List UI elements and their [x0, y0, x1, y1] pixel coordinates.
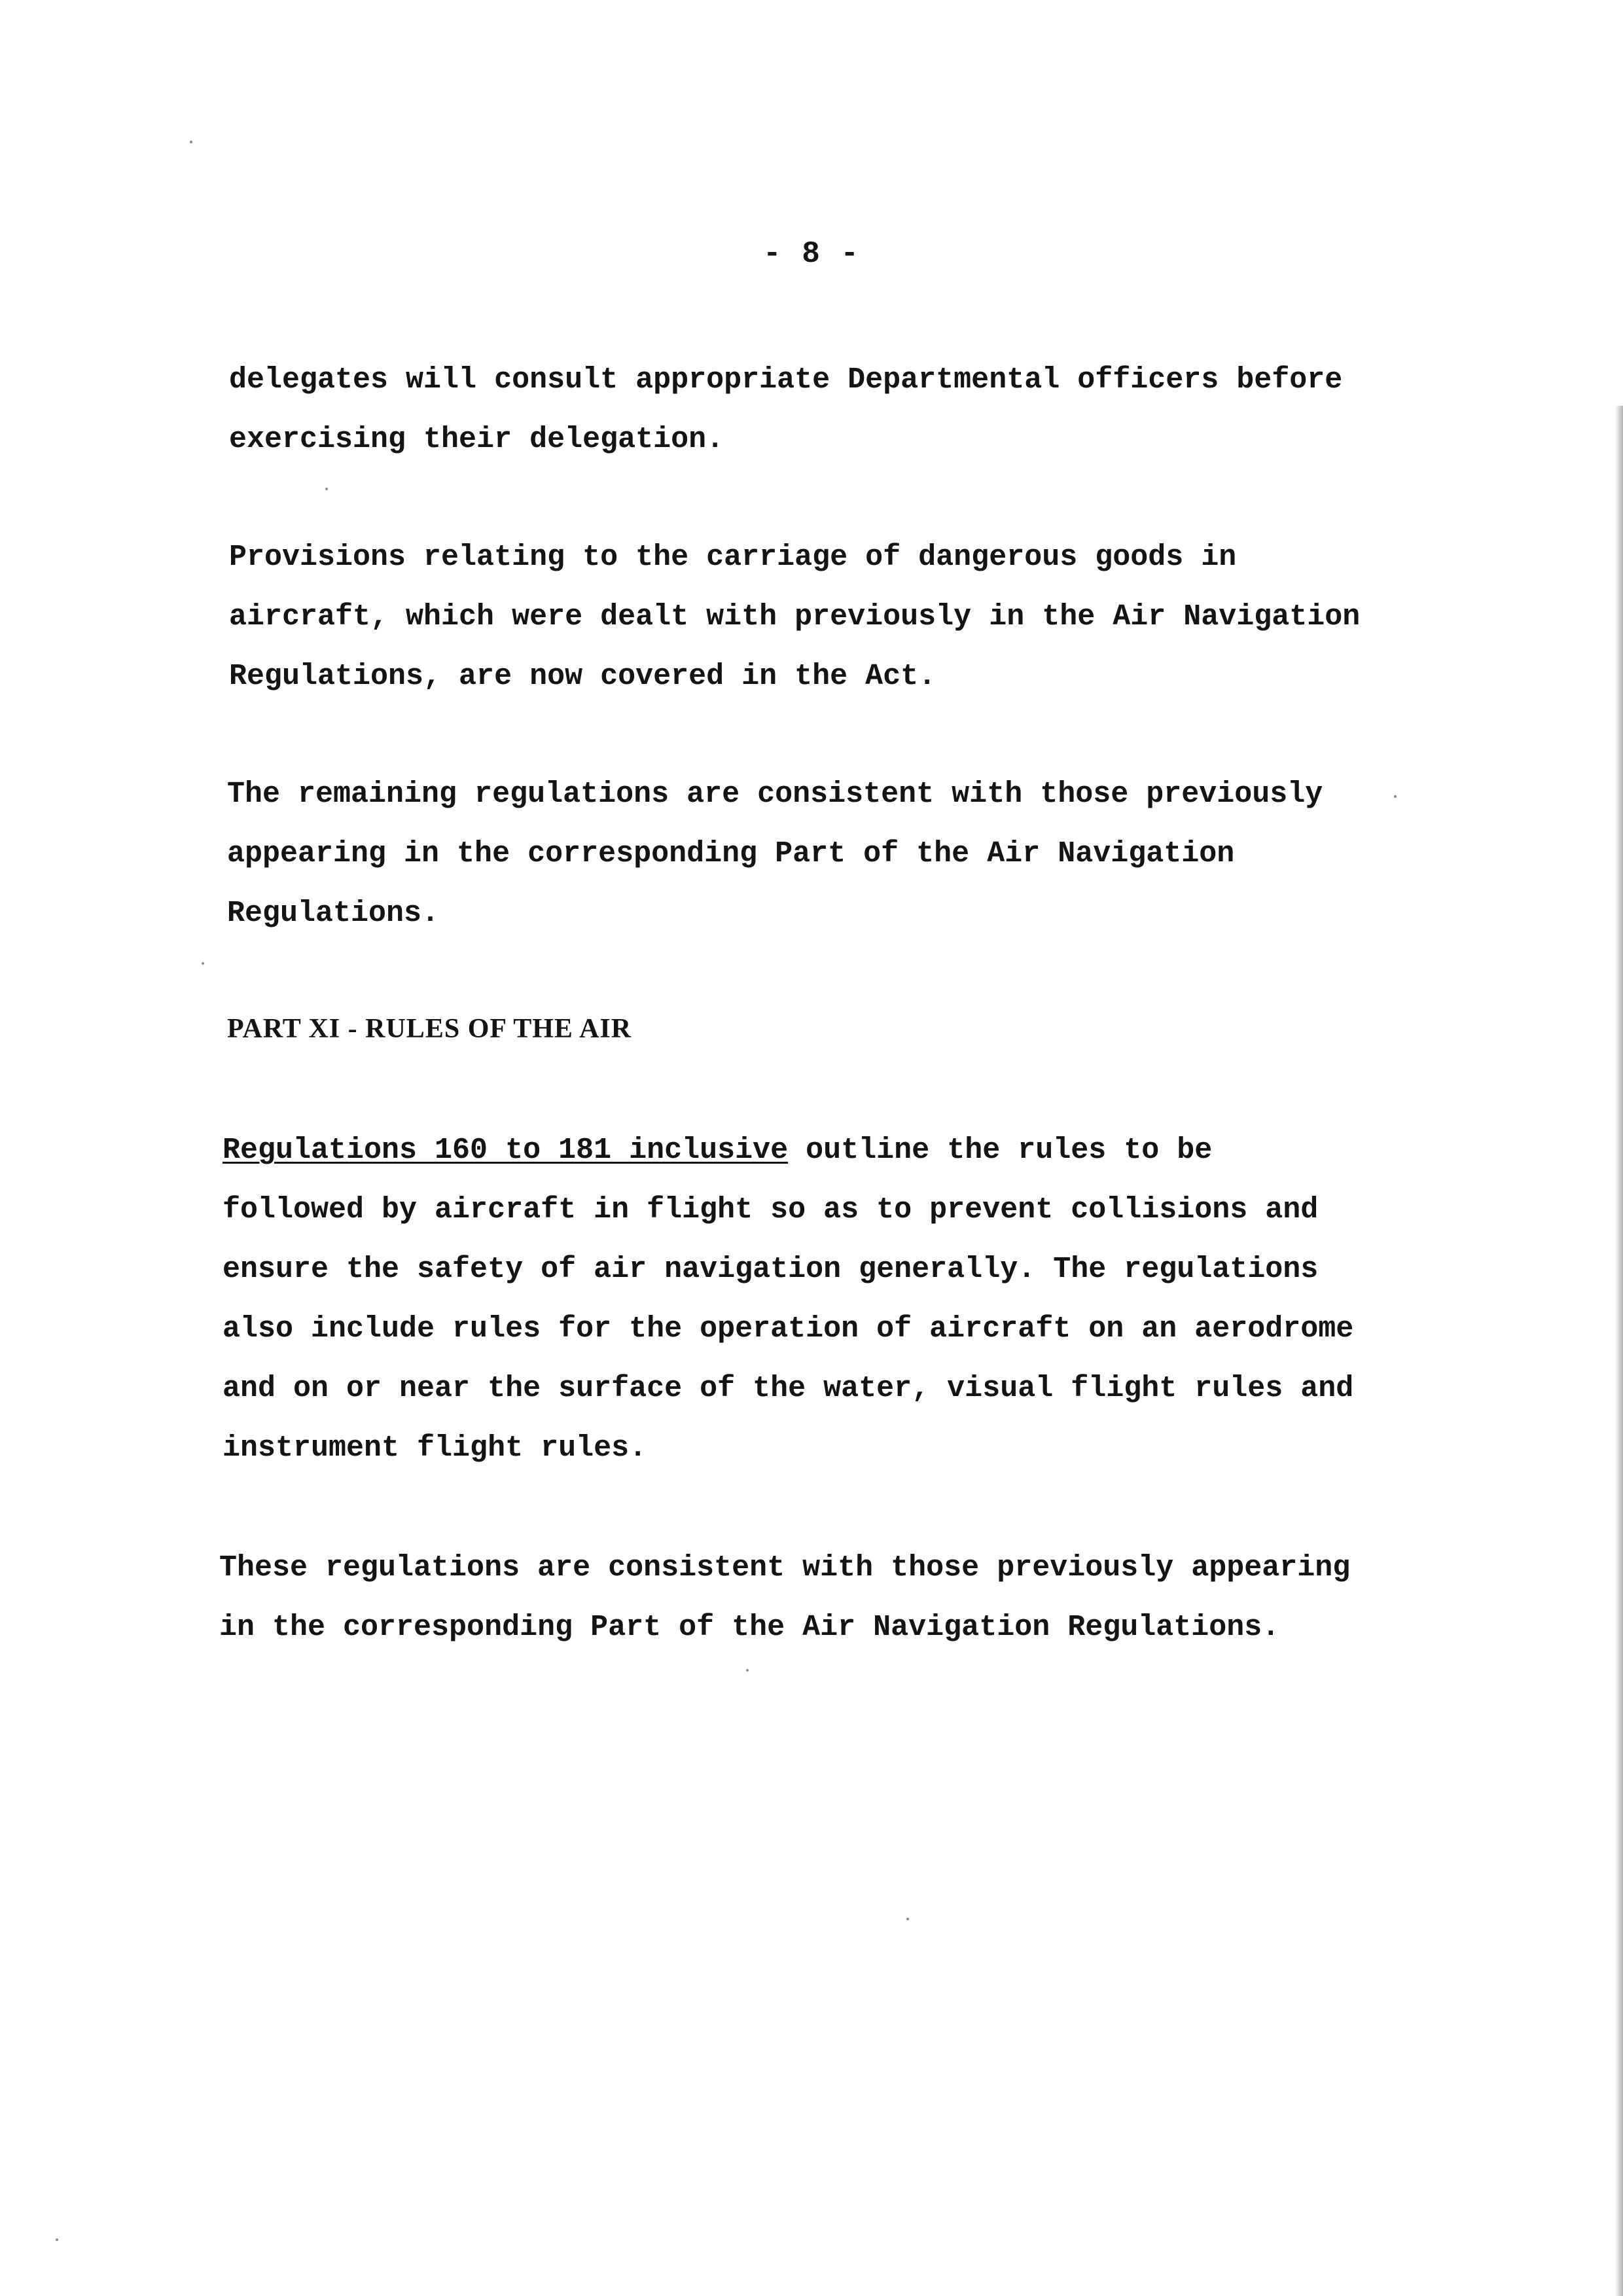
text-line-rest: outline the rules to be [806, 1134, 1213, 1167]
text-line: delegates will consult appropriate Departmental officers before [229, 363, 1343, 397]
text-line: also include rules for the operation of aircraft on an aerodrome [223, 1312, 1354, 1346]
scan-speck [906, 1918, 909, 1920]
text-line: The remaining regulations are consistent with those previously [227, 778, 1323, 811]
scan-speck [746, 1669, 749, 1672]
scan-speck [56, 2238, 58, 2241]
scan-speck [202, 962, 204, 965]
paragraph-delegates [229, 350, 1342, 469]
text-line: Regulations, are now covered in the Act. [229, 660, 936, 693]
page-number: - 8 - [762, 237, 861, 271]
text-line: Regulations. [227, 897, 440, 930]
text-line: followed by aircraft in flight so as to prevent collisions and [223, 1193, 1319, 1227]
text-line-first [223, 1121, 1353, 1180]
text-line: Provisions relating to the carriage of dangerous goods in [229, 541, 1237, 574]
paragraph-dangerous-goods [229, 528, 1360, 706]
text-line: and on or near the surface of the water, visual flight rules and [223, 1372, 1354, 1405]
paragraph-rules-of-the-air [223, 1121, 1353, 1478]
text-line: in the corresponding Part of the Air Navigation Regulations. [219, 1611, 1280, 1644]
text-line: instrument flight rules. [223, 1431, 647, 1465]
section-heading: PART XI - RULES OF THE AIR [227, 1014, 632, 1044]
text-line: ensure the safety of air navigation generally. The regulations [223, 1253, 1319, 1286]
scan-edge-shadow [1615, 406, 1623, 2296]
paragraph-closing [219, 1538, 1350, 1657]
scan-speck [1394, 795, 1397, 798]
text-line: appearing in the corresponding Part of the Air Navigation [227, 837, 1235, 870]
scan-speck [325, 488, 328, 490]
text-line: exercising their delegation. [229, 423, 724, 456]
scan-speck [190, 141, 192, 143]
text-line: These regulations are consistent with those previously appearing [219, 1551, 1351, 1585]
text-line: aircraft, which were dealt with previously in the Air Navigation [229, 600, 1361, 634]
paragraph-remaining-regulations [227, 764, 1323, 943]
regulations-reference: Regulations 160 to 181 inclusive [223, 1134, 789, 1167]
